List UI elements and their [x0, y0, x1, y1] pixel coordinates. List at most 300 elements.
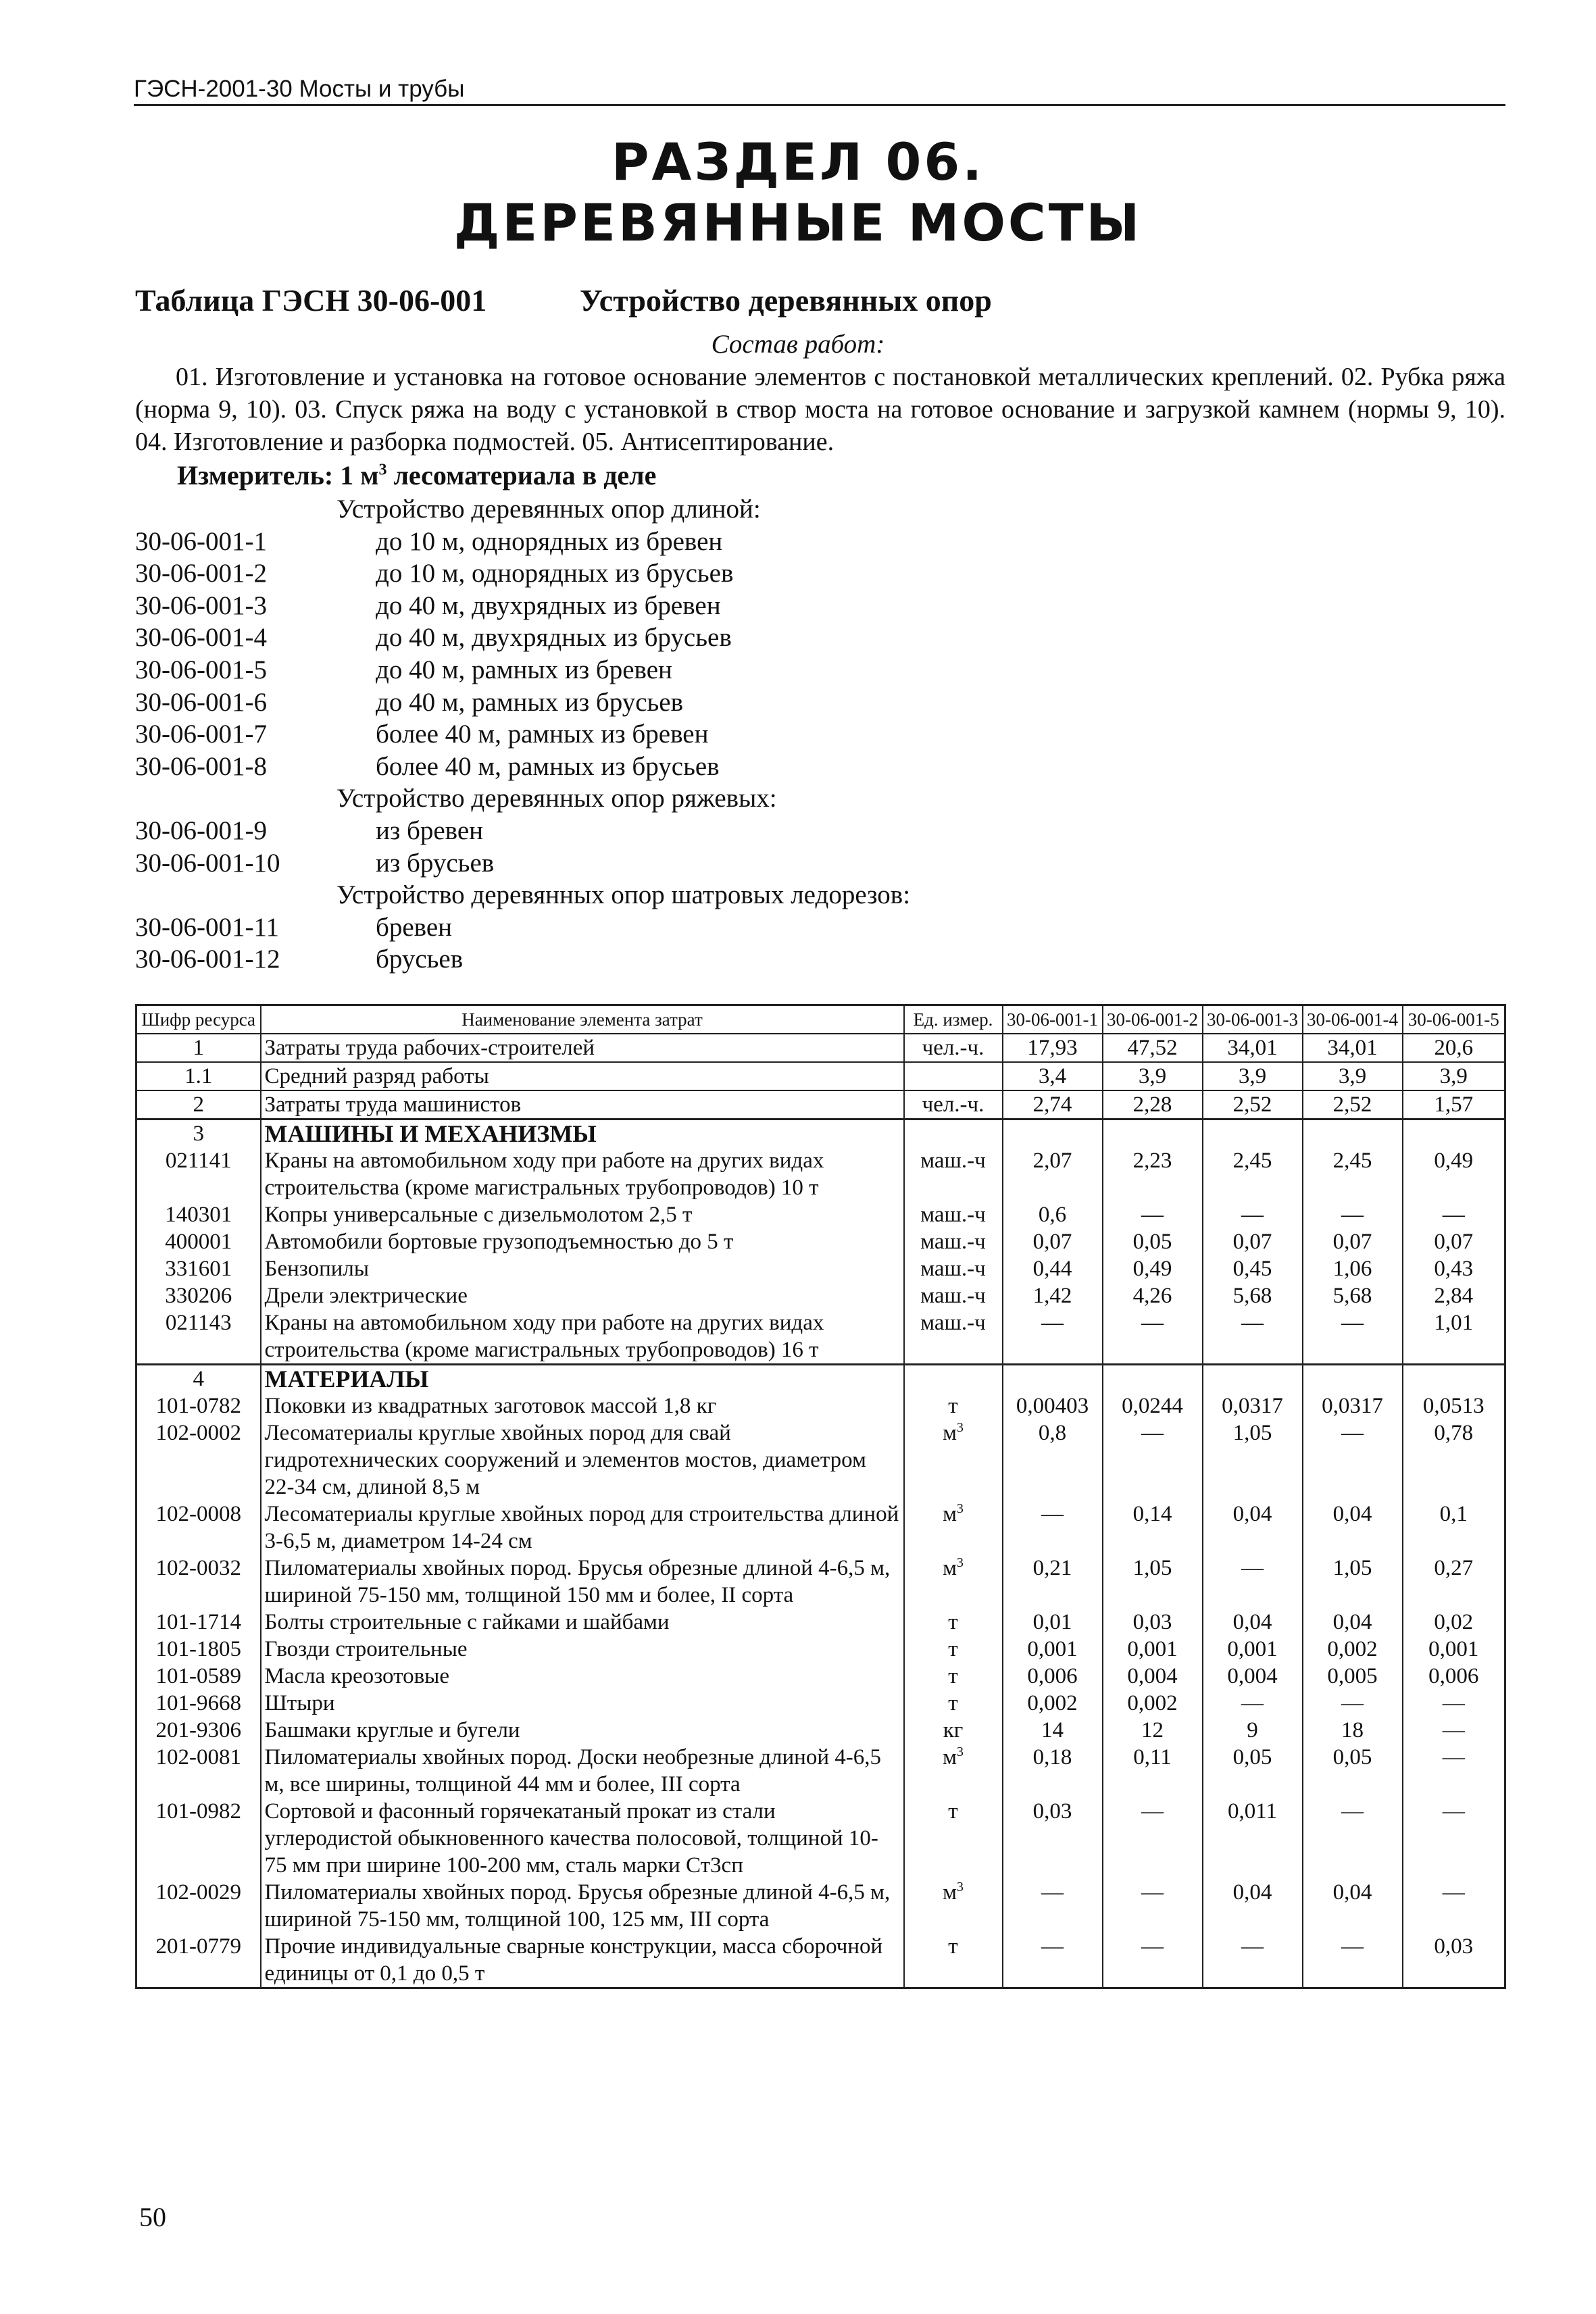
norm-value-3: — [1203, 1690, 1303, 1717]
resource-code: 101-9668 [136, 1690, 261, 1717]
norm-value-4 [1303, 1365, 1403, 1393]
resource-unit [904, 1636, 1003, 1663]
unit-text: м [943, 1556, 957, 1580]
resource-unit [904, 1062, 1003, 1090]
norm-value-1: 0,01 [1003, 1609, 1103, 1636]
unit-power: 3 [957, 1420, 964, 1435]
unit-text: т [948, 1637, 958, 1661]
unit-text: т [948, 1934, 958, 1959]
table-row [136, 1147, 1505, 1201]
resource-code: 4 [136, 1365, 261, 1393]
norm-value-1: 1,42 [1003, 1282, 1103, 1309]
norm-value-3: 9 [1203, 1717, 1303, 1744]
norm-value-4: 1,05 [1303, 1555, 1403, 1609]
unit-text: т [948, 1691, 958, 1715]
norm-value-3 [1203, 1120, 1303, 1148]
norm-value-3: 0,45 [1203, 1255, 1303, 1282]
norm-value-2: 0,001 [1103, 1636, 1203, 1663]
resource-code: 102-0032 [136, 1555, 261, 1609]
resource-name: МАШИНЫ И МЕХАНИЗМЫ [261, 1120, 904, 1148]
norm-value-5: 2,84 [1403, 1282, 1505, 1309]
col-header-norm-1: 30-06-001-1 [1003, 1005, 1103, 1034]
resource-table [135, 1004, 1506, 1989]
meter-power: 3 [378, 461, 387, 479]
resource-code: 101-1805 [136, 1636, 261, 1663]
norm-value-5: — [1403, 1690, 1505, 1717]
norm-code: 30-06-001-6 [135, 687, 267, 717]
norm-value-2: 0,002 [1103, 1690, 1203, 1717]
norm-value-1: 0,44 [1003, 1255, 1103, 1282]
table-row [136, 1798, 1505, 1879]
resource-name: Лесоматериалы круглые хвойных пород для строительства длиной 3-6,5 м, диаметром 14-24 см [261, 1501, 904, 1555]
resource-name: Прочие индивидуальные сварные конструкции, масса сборочной единицы от 0,1 до 0,5 т [261, 1933, 904, 1988]
norm-value-2: 0,05 [1103, 1228, 1203, 1255]
resource-unit [904, 1717, 1003, 1744]
norm-value-4: — [1303, 1690, 1403, 1717]
col-header-norm-2: 30-06-001-2 [1103, 1005, 1203, 1034]
norm-value-2: — [1103, 1201, 1203, 1228]
norm-value-5: 0,49 [1403, 1147, 1505, 1201]
norm-value-3: 2,52 [1203, 1090, 1303, 1120]
norm-list-item [135, 751, 1419, 783]
resource-unit [904, 1609, 1003, 1636]
norm-value-4: 0,04 [1303, 1879, 1403, 1933]
norm-value-4: 0,005 [1303, 1663, 1403, 1690]
norm-value-4: 0,0317 [1303, 1392, 1403, 1419]
resource-code: 140301 [136, 1201, 261, 1228]
norm-list-item [135, 847, 1419, 880]
norm-value-3: 0,004 [1203, 1663, 1303, 1690]
resource-name: Затраты труда рабочих-строителей [261, 1034, 904, 1062]
norm-value-1: — [1003, 1879, 1103, 1933]
norm-list-item [135, 943, 1419, 976]
norm-code: 30-06-001-10 [135, 848, 280, 878]
resource-name: Пиломатериалы хвойных пород. Брусья обрезные длиной 4-6,5 м, шириной 75-150 мм, толщиной 150 мм и более, II сорта [261, 1555, 904, 1609]
norm-value-5: 0,07 [1403, 1228, 1505, 1255]
resource-name: Гвозди строительные [261, 1636, 904, 1663]
norm-list-item [135, 590, 1419, 622]
col-header-unit: Ед. измер. [904, 1005, 1003, 1034]
running-head: ГЭСН-2001-30 Мосты и трубы [134, 76, 1505, 106]
table-row [136, 1419, 1505, 1501]
norm-code: 30-06-001-5 [135, 655, 267, 684]
norm-value-4: 2,45 [1303, 1147, 1403, 1201]
norm-list-item [135, 686, 1419, 719]
norm-value-2: 1,05 [1103, 1555, 1203, 1609]
resource-name: Башмаки круглые и бугели [261, 1717, 904, 1744]
norm-value-5: 0,43 [1403, 1255, 1505, 1282]
unit-power: 3 [957, 1744, 964, 1759]
resource-unit [904, 1201, 1003, 1228]
norm-value-5: — [1403, 1798, 1505, 1879]
unit-text: чел.-ч. [922, 1036, 984, 1060]
norm-value-1: 2,74 [1003, 1090, 1103, 1120]
norm-value-2 [1103, 1365, 1203, 1393]
resource-name: Пиломатериалы хвойных пород. Доски необрезные длиной 4-6,5 м, все ширины, толщиной 44 мм и более, III сорта [261, 1744, 904, 1798]
norm-code: 30-06-001-7 [135, 720, 267, 749]
norm-value-4 [1303, 1120, 1403, 1148]
norm-value-1 [1003, 1365, 1103, 1393]
norm-value-4: 5,68 [1303, 1282, 1403, 1309]
unit-text: маш.-ч [920, 1149, 986, 1173]
table-row [136, 1255, 1505, 1282]
section-title-line2: ДЕРЕВЯННЫЕ МОСТЫ [453, 193, 1143, 253]
norm-list-item [135, 654, 1419, 686]
norm-value-4: 34,01 [1303, 1034, 1403, 1062]
norm-value-4: 0,04 [1303, 1609, 1403, 1636]
norm-description: Устройство деревянных опор ряжевых: [336, 784, 777, 813]
norm-list-item [135, 911, 1419, 944]
norm-value-3: 0,0317 [1203, 1392, 1303, 1419]
norm-value-1: 0,21 [1003, 1555, 1103, 1609]
composition-title: Состав работ: [711, 330, 885, 359]
norm-group-heading [135, 879, 1419, 911]
resource-unit [904, 1419, 1003, 1501]
norm-value-1: 3,4 [1003, 1062, 1103, 1090]
norm-value-5 [1403, 1365, 1505, 1393]
unit-text: м [943, 1880, 957, 1905]
table-row [136, 1228, 1505, 1255]
norm-value-2: 0,0244 [1103, 1392, 1203, 1419]
norm-value-3: 0,05 [1203, 1744, 1303, 1798]
resource-name: Краны на автомобильном ходу при работе на других видах строительства (кроме магистральных трубопроводов) 16 т [261, 1309, 904, 1365]
norm-value-3: — [1203, 1555, 1303, 1609]
norm-description: Устройство деревянных опор длиной: [336, 495, 761, 524]
norm-code: 30-06-001-8 [135, 751, 267, 781]
resource-code: 330206 [136, 1282, 261, 1309]
unit-text: кг [943, 1718, 964, 1742]
resource-name: Автомобили бортовые грузоподъемностью до 5 т [261, 1228, 904, 1255]
table-row [136, 1744, 1505, 1798]
norm-description: до 10 м, однорядных из бревен [376, 526, 723, 556]
norm-description: до 40 м, двухрядных из бревен [376, 590, 721, 620]
norm-value-1: 0,006 [1003, 1663, 1103, 1690]
resource-code: 021143 [136, 1309, 261, 1365]
norm-value-4: 0,002 [1303, 1636, 1403, 1663]
table-row [136, 1282, 1505, 1309]
norm-value-1: 0,8 [1003, 1419, 1103, 1501]
table-row [136, 1392, 1505, 1419]
resource-name: Штыри [261, 1690, 904, 1717]
table-code: Таблица ГЭСН 30-06-001 [135, 283, 487, 318]
norm-value-1: 0,6 [1003, 1201, 1103, 1228]
col-header-name: Наименование элемента затрат [261, 1005, 904, 1034]
norm-value-2: 12 [1103, 1717, 1203, 1744]
norm-value-1: — [1003, 1501, 1103, 1555]
norm-code: 30-06-001-2 [135, 559, 267, 588]
norm-value-3: 0,04 [1203, 1501, 1303, 1555]
table-section-row [136, 1365, 1505, 1393]
norm-value-5: 0,02 [1403, 1609, 1505, 1636]
norm-value-2: 0,03 [1103, 1609, 1203, 1636]
resource-name: МАТЕРИАЛЫ [261, 1365, 904, 1393]
unit-text: маш.-ч [920, 1257, 986, 1281]
norm-value-1: 17,93 [1003, 1034, 1103, 1062]
resource-unit [904, 1663, 1003, 1690]
resource-code: 201-9306 [136, 1717, 261, 1744]
resource-name: Дрели электрические [261, 1282, 904, 1309]
table-row [136, 1663, 1505, 1690]
table-row [136, 1309, 1505, 1365]
norm-value-1: 0,18 [1003, 1744, 1103, 1798]
resource-code: 102-0029 [136, 1879, 261, 1933]
norm-value-2: 0,004 [1103, 1663, 1203, 1690]
norm-description: бревен [376, 912, 453, 942]
resource-unit [904, 1744, 1003, 1798]
norm-value-3: 0,04 [1203, 1609, 1303, 1636]
norm-value-5: 0,27 [1403, 1555, 1505, 1609]
norm-list-item [135, 526, 1419, 558]
resource-unit [904, 1933, 1003, 1988]
meter-suffix: лесоматериала в деле [386, 460, 657, 491]
section-title-line1: РАЗДЕЛ 06. [611, 132, 985, 192]
norm-value-2: — [1103, 1309, 1203, 1365]
norm-description: более 40 м, рамных из бревен [376, 720, 709, 749]
norm-list [135, 493, 1419, 976]
col-header-norm-3: 30-06-001-3 [1203, 1005, 1303, 1034]
norm-value-5: — [1403, 1879, 1505, 1933]
norm-description: из брусьев [376, 848, 495, 878]
composition-text: 01. Изготовление и установка на готовое основание элементов с постановкой металлических креплений. 02. Рубка ряжа (норма 9, 10). 03. Спуск ряжа на воду с установкой в створ моста на готовое основание и загрузкой камнем (нормы 9, 10). 04. Изготовление и разборка подмостей. 05. Антисептирование. [135, 363, 1505, 456]
resource-unit [904, 1392, 1003, 1419]
norm-value-5: — [1403, 1201, 1505, 1228]
norm-value-1: 0,07 [1003, 1228, 1103, 1255]
norm-value-1: 0,002 [1003, 1690, 1103, 1717]
norm-value-2: — [1103, 1879, 1203, 1933]
unit-text: м [943, 1745, 957, 1769]
table-row [136, 1717, 1505, 1744]
unit-power: 3 [957, 1555, 964, 1570]
table-row [136, 1555, 1505, 1609]
resource-code: 331601 [136, 1255, 261, 1282]
unit-text: маш.-ч [920, 1230, 986, 1254]
norm-description: из бревен [376, 815, 484, 845]
table-row [136, 1201, 1505, 1228]
norm-code: 30-06-001-3 [135, 590, 267, 620]
resource-code: 201-0779 [136, 1933, 261, 1988]
table-section-row [136, 1120, 1505, 1148]
meter-prefix: Измеритель: 1 м [177, 460, 379, 491]
norm-value-1 [1003, 1120, 1103, 1148]
unit-text: т [948, 1799, 958, 1823]
norm-value-2: — [1103, 1798, 1203, 1879]
col-header-norm-4: 30-06-001-4 [1303, 1005, 1403, 1034]
norm-value-4: 2,52 [1303, 1090, 1403, 1120]
resource-unit [904, 1228, 1003, 1255]
norm-value-2: 4,26 [1103, 1282, 1203, 1309]
norm-value-5: 1,01 [1403, 1309, 1505, 1365]
resource-name: Затраты труда машинистов [261, 1090, 904, 1120]
norm-value-4: — [1303, 1201, 1403, 1228]
norm-value-3: — [1203, 1309, 1303, 1365]
norm-code: 30-06-001-9 [135, 815, 267, 845]
norm-value-1: 0,03 [1003, 1798, 1103, 1879]
resource-unit [904, 1555, 1003, 1609]
unit-text: т [948, 1610, 958, 1634]
unit-text: чел.-ч. [922, 1092, 984, 1117]
table-row [136, 1062, 1505, 1090]
norm-value-3: 3,9 [1203, 1062, 1303, 1090]
norm-value-3: 0,07 [1203, 1228, 1303, 1255]
norm-description: более 40 м, рамных из брусьев [376, 751, 720, 781]
resource-code: 400001 [136, 1228, 261, 1255]
norm-code: 30-06-001-12 [135, 945, 280, 974]
norm-value-1: 14 [1003, 1717, 1103, 1744]
table-row [136, 1636, 1505, 1663]
norm-description: до 10 м, однорядных из брусьев [376, 559, 734, 588]
unit-text: маш.-ч [920, 1203, 986, 1227]
norm-value-5: 3,9 [1403, 1062, 1505, 1090]
table-row [136, 1501, 1505, 1555]
resource-code: 1.1 [136, 1062, 261, 1090]
resource-code: 101-1714 [136, 1609, 261, 1636]
page-number: 50 [139, 2202, 166, 2232]
norm-value-3: 1,05 [1203, 1419, 1303, 1501]
resource-name: Поковки из квадратных заготовок массой 1,8 кг [261, 1392, 904, 1419]
resource-name: Болты строительные с гайками и шайбами [261, 1609, 904, 1636]
resource-code: 102-0081 [136, 1744, 261, 1798]
table-row [136, 1933, 1505, 1988]
norm-value-5: 0,1 [1403, 1501, 1505, 1555]
norm-code: 30-06-001-1 [135, 526, 267, 556]
norm-value-4: — [1303, 1798, 1403, 1879]
norm-value-3: 0,001 [1203, 1636, 1303, 1663]
table-row [136, 1690, 1505, 1717]
unit-power: 3 [957, 1880, 964, 1894]
unit-power: 3 [957, 1501, 964, 1516]
norm-value-1: — [1003, 1933, 1103, 1988]
resource-unit [904, 1147, 1003, 1201]
norm-description: до 40 м, рамных из бревен [376, 655, 672, 684]
norm-list-item [135, 815, 1419, 847]
norm-value-4: 18 [1303, 1717, 1403, 1744]
norm-list-item [135, 557, 1419, 590]
resource-unit [904, 1690, 1003, 1717]
resource-unit [904, 1501, 1003, 1555]
resource-code: 3 [136, 1120, 261, 1148]
resource-code: 2 [136, 1090, 261, 1120]
resource-name: Сортовой и фасонный горячекатаный прокат из стали углеродистой обыкновенного качества полосовой, толщиной 10-75 мм при ширине 100-200 мм, сталь марки Ст3сп [261, 1798, 904, 1879]
norm-value-4: 1,06 [1303, 1255, 1403, 1282]
norm-value-5: 0,001 [1403, 1636, 1505, 1663]
norm-value-2: 3,9 [1103, 1062, 1203, 1090]
norm-value-5 [1403, 1120, 1505, 1148]
norm-value-2: 0,14 [1103, 1501, 1203, 1555]
norm-value-3: 5,68 [1203, 1282, 1303, 1309]
norm-value-4: 0,04 [1303, 1501, 1403, 1555]
resource-code: 102-0002 [136, 1419, 261, 1501]
unit-text: маш.-ч [920, 1311, 986, 1335]
norm-value-4: — [1303, 1309, 1403, 1365]
unit-text: т [948, 1394, 958, 1418]
table-title: Устройство деревянных опор [580, 283, 992, 318]
norm-value-5: 0,006 [1403, 1663, 1505, 1690]
table-row [136, 1879, 1505, 1933]
resource-name: Краны на автомобильном ходу при работе на других видах строительства (кроме магистральных трубопроводов) 10 т [261, 1147, 904, 1201]
resource-table-header [136, 1005, 1505, 1034]
norm-list-item [135, 622, 1419, 654]
resource-name: Копры универсальные с дизельмолотом 2,5 т [261, 1201, 904, 1228]
norm-value-2: 2,23 [1103, 1147, 1203, 1201]
norm-value-2: 0,11 [1103, 1744, 1203, 1798]
norm-value-3: — [1203, 1201, 1303, 1228]
norm-list-item [135, 718, 1419, 751]
norm-description: Устройство деревянных опор шатровых ледорезов: [336, 880, 911, 910]
norm-value-5: 20,6 [1403, 1034, 1505, 1062]
norm-value-5: 1,57 [1403, 1090, 1505, 1120]
norm-description: брусьев [376, 945, 464, 974]
norm-value-5: 0,03 [1403, 1933, 1505, 1988]
table-row [136, 1609, 1505, 1636]
norm-description: до 40 м, двухрядных из брусьев [376, 623, 732, 653]
col-header-norm-5: 30-06-001-5 [1403, 1005, 1505, 1034]
norm-value-5: — [1403, 1744, 1505, 1798]
norm-value-5: 0,78 [1403, 1419, 1505, 1501]
norm-value-2: 2,28 [1103, 1090, 1203, 1120]
norm-value-2: — [1103, 1933, 1203, 1988]
norm-code: 30-06-001-11 [135, 912, 280, 942]
norm-value-3: 0,011 [1203, 1798, 1303, 1879]
norm-group-heading [135, 782, 1419, 815]
resource-code: 101-0782 [136, 1392, 261, 1419]
norm-value-2: — [1103, 1419, 1203, 1501]
resource-code: 1 [136, 1034, 261, 1062]
norm-value-1: — [1003, 1309, 1103, 1365]
norm-value-2: 47,52 [1103, 1034, 1203, 1062]
unit-text: маш.-ч [920, 1284, 986, 1308]
resource-name: Лесоматериалы круглые хвойных пород для свай гидротехнических сооружений и элементов мостов, диаметром 22-34 см, длиной 8,5 м [261, 1419, 904, 1501]
norm-value-4: 3,9 [1303, 1062, 1403, 1090]
norm-value-1: 0,001 [1003, 1636, 1103, 1663]
table-row [136, 1034, 1505, 1062]
norm-value-2: 0,49 [1103, 1255, 1203, 1282]
norm-value-3: — [1203, 1933, 1303, 1988]
unit-text: т [948, 1664, 958, 1688]
resource-code: 102-0008 [136, 1501, 261, 1555]
norm-description: до 40 м, рамных из брусьев [376, 687, 684, 717]
norm-value-4: 0,07 [1303, 1228, 1403, 1255]
resource-name: Пиломатериалы хвойных пород. Брусья обрезные длиной 4-6,5 м, шириной 75-150 мм, толщиной 100, 125 мм, III сорта [261, 1879, 904, 1933]
norm-value-3: 34,01 [1203, 1034, 1303, 1062]
resource-unit [904, 1365, 1003, 1393]
resource-code: 101-0589 [136, 1663, 261, 1690]
resource-unit [904, 1255, 1003, 1282]
norm-value-1: 0,00403 [1003, 1392, 1103, 1419]
resource-unit [904, 1879, 1003, 1933]
resource-name: Бензопилы [261, 1255, 904, 1282]
col-header-code: Шифр ресурса [136, 1005, 261, 1034]
norm-group-heading [135, 493, 1419, 526]
resource-unit [904, 1282, 1003, 1309]
resource-unit [904, 1090, 1003, 1120]
norm-value-5: 0,0513 [1403, 1392, 1505, 1419]
norm-code: 30-06-001-4 [135, 623, 267, 653]
unit-text: м [943, 1502, 957, 1526]
resource-unit [904, 1120, 1003, 1148]
resource-code: 021141 [136, 1147, 261, 1201]
norm-value-4: — [1303, 1933, 1403, 1988]
norm-value-4: 0,05 [1303, 1744, 1403, 1798]
resource-unit [904, 1798, 1003, 1879]
resource-name: Средний разряд работы [261, 1062, 904, 1090]
resource-code: 101-0982 [136, 1798, 261, 1879]
norm-value-3: 2,45 [1203, 1147, 1303, 1201]
norm-value-3: 0,04 [1203, 1879, 1303, 1933]
norm-value-1: 2,07 [1003, 1147, 1103, 1201]
norm-value-5: — [1403, 1717, 1505, 1744]
unit-text: м [943, 1421, 957, 1445]
meter-line [177, 459, 656, 492]
